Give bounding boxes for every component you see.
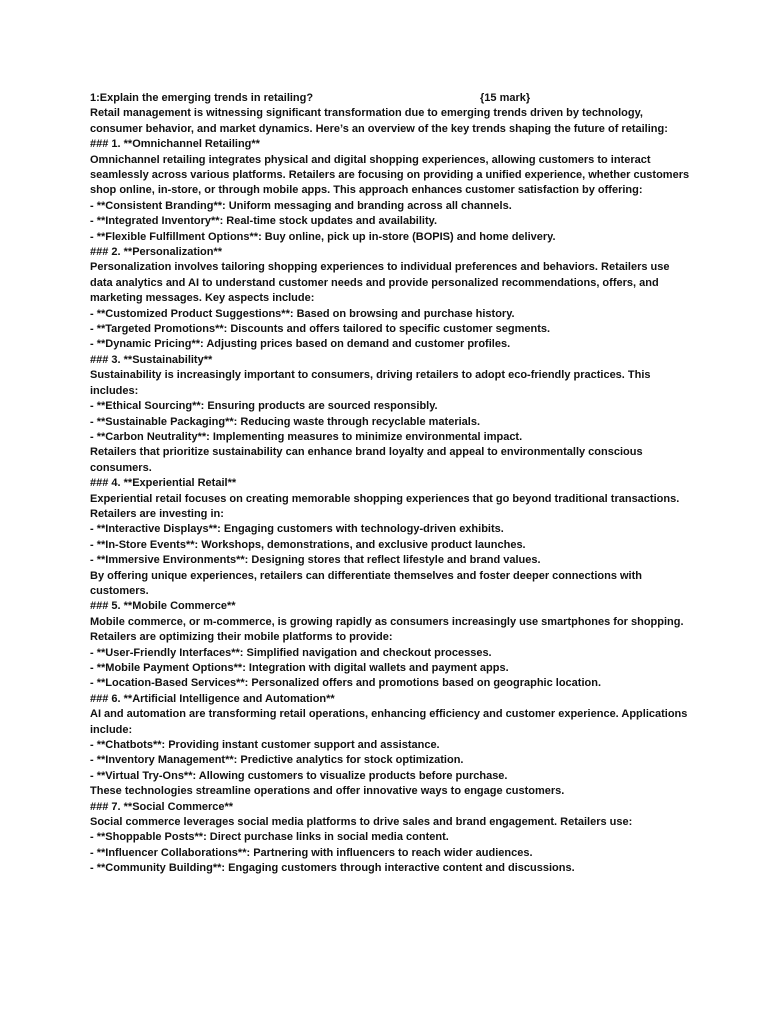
section-heading: ### 5. **Mobile Commerce** bbox=[90, 600, 236, 613]
section-conclusion: By offering unique experiences, retailers can differentiate themselves and foster deeper connections with customers. bbox=[90, 569, 642, 597]
bullet-item: - **Targeted Promotions**: Discounts and offers tailored to specific customer segments. bbox=[90, 323, 551, 336]
section-heading: ### 4. **Experiential Retail** bbox=[90, 477, 237, 490]
trend-section bbox=[90, 476, 690, 599]
trend-sections bbox=[90, 137, 690, 877]
question-marks: {15 mark} bbox=[480, 92, 531, 104]
bullet-item: - **Chatbots**: Providing instant customer support and assistance. bbox=[90, 739, 440, 752]
bullet-item: - **Customized Product Suggestions**: Based on browsing and purchase history. bbox=[90, 307, 515, 320]
bullet-item: - **Consistent Branding**: Uniform messaging and branding across all channels. bbox=[90, 199, 512, 212]
bullet-item: - **Immersive Environments**: Designing stores that reflect lifestyle and brand values. bbox=[90, 554, 541, 567]
intro-paragraph: Retail management is witnessing significant transformation due to emerging trends driven by technology, consumer behavior, and market dynamics. Here’s an overview of the key trends shaping the future of retailing: bbox=[90, 107, 668, 135]
bullet-item: - **Dynamic Pricing**: Adjusting prices based on demand and customer profiles. bbox=[90, 338, 511, 351]
bullet-item: - **Carbon Neutrality**: Implementing measures to minimize environmental impact. bbox=[90, 430, 523, 443]
bullet-item: - **Ethical Sourcing**: Ensuring products are sourced responsibly. bbox=[90, 400, 438, 413]
bullet-item: - **User-Friendly Interfaces**: Simplified navigation and checkout processes. bbox=[90, 646, 492, 659]
trend-section bbox=[90, 137, 690, 245]
section-heading: ### 2. **Personalization** bbox=[90, 246, 223, 259]
section-heading: ### 6. **Artificial Intelligence and Automation** bbox=[90, 692, 335, 705]
bullet-item: - **Mobile Payment Options**: Integration with digital wallets and payment apps. bbox=[90, 662, 509, 675]
section-conclusion: Retailers that prioritize sustainability can enhance brand loyalty and appeal to environmentally conscious consumers. bbox=[90, 446, 643, 474]
trend-section bbox=[90, 245, 690, 353]
question-header bbox=[90, 91, 690, 106]
section-heading: ### 7. **Social Commerce** bbox=[90, 800, 234, 813]
section-intro: Sustainability is increasingly important to consumers, driving retailers to adopt eco-friendly practices. This includes: bbox=[90, 369, 651, 397]
bullet-item: - **Community Building**: Engaging customers through interactive content and discussions. bbox=[90, 862, 575, 875]
bullet-item: - **Influencer Collaborations**: Partnering with influencers to reach wider audiences. bbox=[90, 846, 533, 859]
trend-section bbox=[90, 599, 690, 691]
bullet-item: - **In-Store Events**: Workshops, demonstrations, and exclusive product launches. bbox=[90, 538, 526, 551]
bullet-item: - **Interactive Displays**: Engaging customers with technology-driven exhibits. bbox=[90, 523, 504, 536]
section-intro: Experiential retail focuses on creating memorable shopping experiences that go beyond traditional transactions. Retailers are investing in: bbox=[90, 492, 680, 520]
section-intro: Social commerce leverages social media platforms to drive sales and brand engagement. Retailers use: bbox=[90, 816, 633, 829]
question-text: 1:Explain the emerging trends in retailing? bbox=[90, 92, 314, 104]
trend-section bbox=[90, 353, 690, 476]
trend-section bbox=[90, 800, 690, 877]
bullet-item: - **Shoppable Posts**: Direct purchase links in social media content. bbox=[90, 831, 449, 844]
bullet-item: - **Location-Based Services**: Personalized offers and promotions based on geographic location. bbox=[90, 677, 601, 690]
document-page bbox=[90, 91, 690, 877]
trend-section bbox=[90, 692, 690, 800]
section-conclusion: These technologies streamline operations and offer innovative ways to engage customers. bbox=[90, 785, 565, 798]
section-heading: ### 3. **Sustainability** bbox=[90, 353, 213, 366]
bullet-item: - **Integrated Inventory**: Real-time stock updates and availability. bbox=[90, 215, 437, 228]
bullet-item: - **Sustainable Packaging**: Reducing waste through recyclable materials. bbox=[90, 415, 481, 428]
section-intro: Mobile commerce, or m-commerce, is growing rapidly as consumers increasingly use smartphones for shopping. Retailers are optimizing their mobile platforms to provide: bbox=[90, 615, 684, 644]
section-intro: AI and automation are transforming retail operations, enhancing efficiency and customer experience. Applications include: bbox=[90, 708, 688, 736]
section-intro: Personalization involves tailoring shopping experiences to individual preferences and behaviors. Retailers use data analytics and AI to understand customer needs and provide personalized recommendations, offers, and marketing messages. Key aspects include: bbox=[90, 261, 670, 305]
section-heading: ### 1. **Omnichannel Retailing** bbox=[90, 138, 260, 151]
bullet-item: - **Inventory Management**: Predictive analytics for stock optimization. bbox=[90, 754, 464, 767]
bullet-item: - **Virtual Try-Ons**: Allowing customers to visualize products before purchase. bbox=[90, 769, 508, 782]
bullet-item: - **Flexible Fulfillment Options**: Buy online, pick up in-store (BOPIS) and home delivery. bbox=[90, 230, 556, 243]
section-intro: Omnichannel retailing integrates physical and digital shopping experiences, allowing customers to interact seamlessly across various platforms. Retailers are focusing on providing a unified experience, whether customers shop online, in-store, or through mobile apps. This approach enhances customer satisfaction by offering: bbox=[90, 153, 690, 197]
